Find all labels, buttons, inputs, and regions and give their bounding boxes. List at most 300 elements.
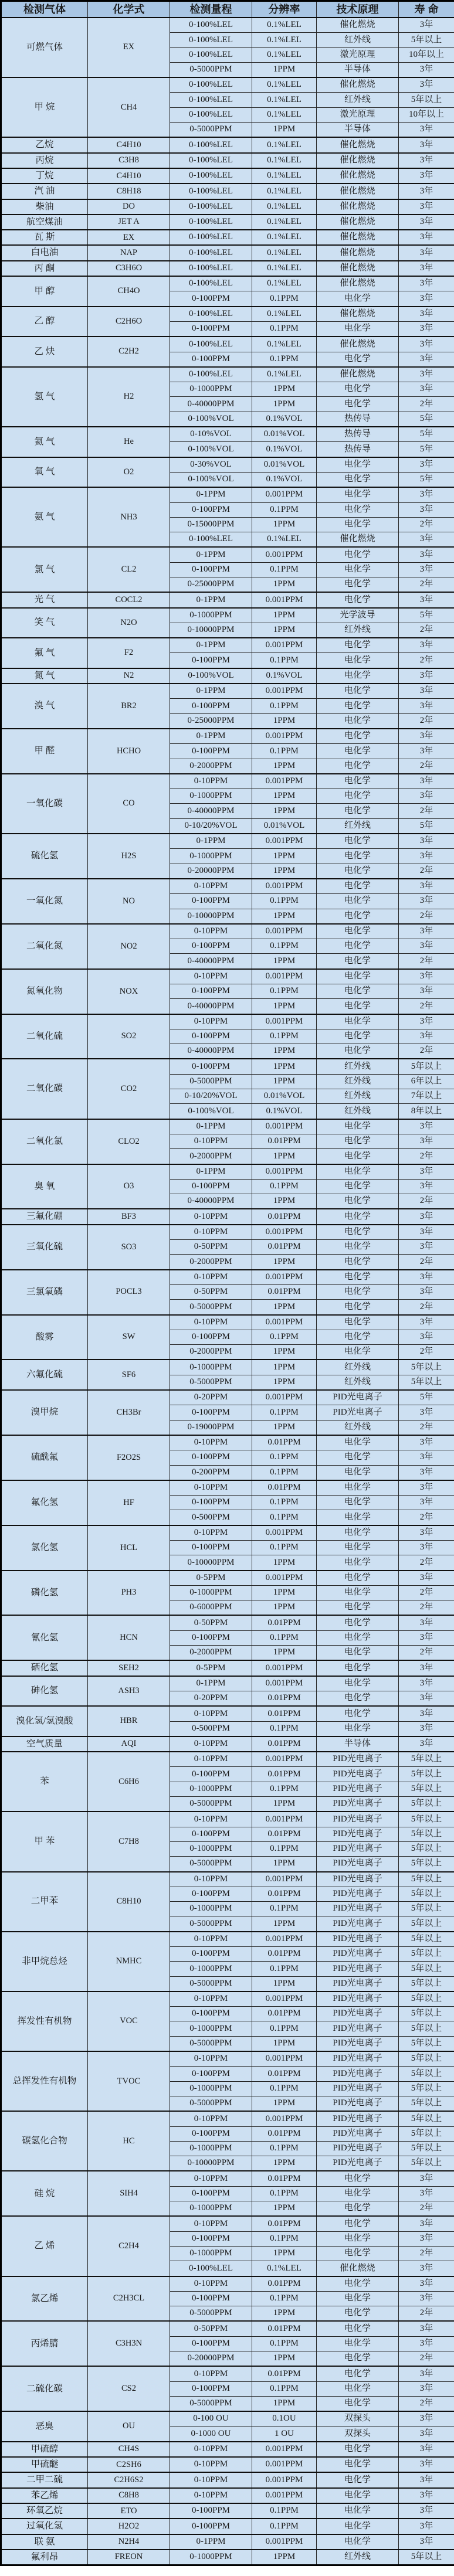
lifespan-cell: 3年	[399, 969, 454, 984]
table-row	[1, 1571, 454, 1586]
formula-cell: EX	[88, 18, 170, 77]
lifespan-cell: 3年	[399, 1691, 454, 1706]
principle-cell: 红外线	[317, 1104, 399, 1119]
formula-cell: O3	[88, 1164, 170, 1209]
table-row	[1, 834, 454, 849]
resolution-cell: 0.01PPM	[252, 1887, 317, 1901]
lifespan-cell: 3年	[399, 1721, 454, 1736]
lifespan-cell: 3年	[399, 2534, 454, 2550]
gas-name-cell: 氟 气	[1, 638, 88, 668]
resolution-cell: 0.1PPM	[252, 2381, 317, 2396]
lifespan-cell: 3年	[399, 352, 454, 367]
range-cell: 0-1000PPM	[170, 1360, 252, 1375]
lifespan-cell: 5年以上	[399, 1059, 454, 1074]
resolution-cell: 0.001PPM	[252, 1571, 317, 1586]
range-cell: 0-1000PPM	[170, 789, 252, 804]
principle-cell: PID光电离子	[317, 1797, 399, 1812]
range-cell: 0-10PPM	[170, 2276, 252, 2292]
formula-cell: H2O2	[88, 2519, 170, 2534]
lifespan-cell: 3年	[399, 307, 454, 322]
principle-cell: 电化学	[317, 1330, 399, 1344]
table-row	[1, 2488, 454, 2503]
lifespan-cell: 3年	[399, 1676, 454, 1691]
table-row	[1, 487, 454, 502]
principle-cell: 电化学	[317, 2351, 399, 2367]
gas-name-cell: 二甲苯	[1, 1872, 88, 1932]
range-cell: 0-1000PPM	[170, 1902, 252, 1916]
resolution-cell: 0.001PPM	[252, 2488, 317, 2503]
principle-cell: 电化学	[317, 487, 399, 502]
principle-cell: 电化学	[317, 954, 399, 969]
range-cell: 0-20000PPM	[170, 864, 252, 879]
table-row	[1, 337, 454, 352]
principle-cell: PID光电离子	[317, 1767, 399, 1782]
lifespan-cell: 3年	[399, 2503, 454, 2519]
principle-cell: 热传导	[317, 427, 399, 442]
lifespan-cell: 3年	[399, 2321, 454, 2336]
principle-cell: 电化学	[317, 382, 399, 397]
lifespan-cell: 10年以上	[399, 107, 454, 122]
principle-cell: 电化学	[317, 1660, 399, 1676]
principle-cell: 电化学	[317, 2306, 399, 2322]
range-cell: 0-100PPM	[170, 744, 252, 759]
lifespan-cell: 3年	[399, 2276, 454, 2292]
resolution-cell: 1PPM	[252, 2201, 317, 2217]
resolution-cell: 0.1PPM	[252, 352, 317, 367]
range-cell: 0-1000PPM	[170, 608, 252, 623]
column-header: 检测量程	[170, 1, 252, 18]
principle-cell: 半导体	[317, 62, 399, 77]
lifespan-cell: 5年以上	[399, 1916, 454, 1932]
lifespan-cell: 7年以上	[399, 1089, 454, 1104]
formula-cell: TVOC	[88, 2051, 170, 2111]
range-cell: 0-100PPM	[170, 2336, 252, 2351]
resolution-cell: 1PPM	[252, 1797, 317, 1812]
principle-cell: 电化学	[317, 924, 399, 939]
principle-cell: 电化学	[317, 352, 399, 367]
resolution-cell: 0.001PPM	[252, 879, 317, 894]
table-row	[1, 1119, 454, 1134]
lifespan-cell: 3年	[399, 487, 454, 502]
resolution-cell: 0.01PPM	[252, 2366, 317, 2381]
column-header: 化学式	[88, 1, 170, 18]
resolution-cell: 0.001PPM	[252, 1225, 317, 1240]
resolution-cell: 0.1PPM	[252, 2021, 317, 2036]
lifespan-cell: 5年以上	[399, 1782, 454, 1796]
range-cell: 0-5000PPM	[170, 62, 252, 77]
principle-cell: 电化学	[317, 1300, 399, 1315]
principle-cell: 电化学	[317, 668, 399, 684]
resolution-cell: 0.001PPM	[252, 2111, 317, 2126]
resolution-cell: 0.1PPM	[252, 1179, 317, 1194]
lifespan-cell: 2年	[399, 577, 454, 592]
resolution-cell: 0.001PPM	[252, 774, 317, 789]
principle-cell: PID光电离子	[317, 1976, 399, 1992]
range-cell: 0-100PPM	[170, 2291, 252, 2306]
range-cell: 0-1000PPM	[170, 2246, 252, 2261]
resolution-cell: 0.01PPM	[252, 1827, 317, 1841]
lifespan-cell: 6年以上	[399, 1074, 454, 1089]
range-cell: 0-10PPM	[170, 1752, 252, 1767]
lifespan-cell: 5年以上	[399, 2051, 454, 2067]
principle-cell: 电化学	[317, 1630, 399, 1645]
lifespan-cell: 3年	[399, 638, 454, 653]
principle-cell: 电化学	[317, 1014, 399, 1029]
range-cell: 0-40000PPM	[170, 804, 252, 818]
resolution-cell: 0.001PPM	[252, 638, 317, 653]
range-cell: 0-100PPM	[170, 291, 252, 307]
resolution-cell: 1PPM	[252, 1149, 317, 1164]
resolution-cell: 0.1%VOL	[252, 412, 317, 427]
lifespan-cell: 3年	[399, 153, 454, 168]
lifespan-cell: 3年	[399, 744, 454, 759]
lifespan-cell: 5年以上	[399, 2550, 454, 2565]
lifespan-cell: 3年	[399, 984, 454, 999]
formula-cell: HCN	[88, 1615, 170, 1660]
lifespan-cell: 3年	[399, 1615, 454, 1630]
lifespan-cell: 3年	[399, 924, 454, 939]
formula-cell: DO	[88, 199, 170, 215]
principle-cell: PID光电离子	[317, 1827, 399, 1841]
lifespan-cell: 3年	[399, 183, 454, 199]
range-cell: 0-20000PPM	[170, 2351, 252, 2367]
table-row	[1, 1752, 454, 1767]
range-cell: 0-5000PPM	[170, 2036, 252, 2051]
gas-name-cell: 臭 氧	[1, 1164, 88, 1209]
resolution-cell: 0.1%LEL	[252, 137, 317, 152]
lifespan-cell: 5年以上	[399, 93, 454, 107]
formula-cell: C4H10	[88, 137, 170, 152]
resolution-cell: 0.001PPM	[252, 2472, 317, 2487]
formula-cell: CO	[88, 774, 170, 834]
principle-cell: PID光电离子	[317, 1947, 399, 1962]
formula-cell: ETO	[88, 2503, 170, 2519]
resolution-cell: 0.001PPM	[252, 1315, 317, 1330]
principle-cell: 电化学	[317, 984, 399, 999]
principle-cell: PID光电离子	[317, 1752, 399, 1767]
lifespan-cell: 5年以上	[399, 2036, 454, 2051]
principle-cell: 电化学	[317, 999, 399, 1014]
lifespan-cell: 2年	[399, 804, 454, 818]
lifespan-cell: 3年	[399, 1450, 454, 1465]
resolution-cell: 1PPM	[252, 382, 317, 397]
range-cell: 0-20PPM	[170, 1691, 252, 1706]
range-cell: 0-100%LEL	[170, 215, 252, 230]
resolution-cell: 0.001PPM	[252, 1992, 317, 2007]
resolution-cell: 0.1PPM	[252, 984, 317, 999]
principle-cell: 电化学	[317, 759, 399, 774]
principle-cell: 催化燃烧	[317, 168, 399, 183]
lifespan-cell: 5年以上	[399, 1812, 454, 1827]
range-cell: 0-2000PPM	[170, 1646, 252, 1661]
resolution-cell: 1PPM	[252, 2396, 317, 2411]
lifespan-cell: 2年	[399, 1646, 454, 1661]
resolution-cell: 1PPM	[252, 789, 317, 804]
formula-cell: SIH4	[88, 2171, 170, 2216]
lifespan-cell: 2年	[399, 517, 454, 532]
resolution-cell: 0.1PPM	[252, 2141, 317, 2156]
range-cell: 0-100PPM	[170, 894, 252, 909]
column-header: 技术原理	[317, 1, 399, 18]
principle-cell: 电化学	[317, 849, 399, 864]
range-cell: 0-100PPM	[170, 1887, 252, 1901]
gas-name-cell: 乙 醇	[1, 307, 88, 337]
principle-cell: 热传导	[317, 442, 399, 457]
range-cell: 0-5000PPM	[170, 1976, 252, 1992]
formula-cell: C2H6S2	[88, 2472, 170, 2487]
lifespan-cell: 3年	[399, 137, 454, 152]
resolution-cell: 0.1%LEL	[252, 367, 317, 382]
range-cell: 0-10PPM	[170, 1435, 252, 1450]
lifespan-cell: 3年	[399, 1630, 454, 1645]
resolution-cell: 1PPM	[252, 1585, 317, 1600]
range-cell: 0-10PPM	[170, 969, 252, 984]
resolution-cell: 0.1%LEL	[252, 77, 317, 93]
resolution-cell: 0.1PPM	[252, 502, 317, 517]
lifespan-cell: 5年	[399, 608, 454, 623]
resolution-cell: 0.1%VOL	[252, 1104, 317, 1119]
formula-cell: ASH3	[88, 1676, 170, 1707]
gas-name-cell: 挥发性有机物	[1, 1992, 88, 2051]
lifespan-cell: 5年以上	[399, 1887, 454, 1901]
lifespan-cell: 3年	[399, 230, 454, 245]
resolution-cell: 0.1PPM	[252, 2231, 317, 2246]
range-cell: 0-100%LEL	[170, 168, 252, 183]
resolution-cell: 0.1%LEL	[252, 107, 317, 122]
principle-cell: 催化燃烧	[317, 137, 399, 152]
principle-cell: 电化学	[317, 1450, 399, 1465]
formula-cell: BR2	[88, 684, 170, 729]
range-cell: 0-100%LEL	[170, 337, 252, 352]
gas-name-cell: 氮氧化物	[1, 969, 88, 1014]
table-row	[1, 1660, 454, 1676]
table-row	[1, 367, 454, 382]
principle-cell: 电化学	[317, 2216, 399, 2231]
resolution-cell: 0.01PPM	[252, 1240, 317, 1255]
principle-cell: 电化学	[317, 894, 399, 909]
resolution-cell: 0.1%LEL	[252, 215, 317, 230]
resolution-cell: 0.1PPM	[252, 1630, 317, 1645]
principle-cell: PID光电离子	[317, 1390, 399, 1405]
resolution-cell: 1PPM	[252, 123, 317, 138]
resolution-cell: 1PPM	[252, 864, 317, 879]
range-cell: 0-10000PPM	[170, 2156, 252, 2171]
range-cell: 0-50PPM	[170, 1615, 252, 1630]
principle-cell: 双探头	[317, 2427, 399, 2442]
principle-cell: 电化学	[317, 2534, 399, 2550]
resolution-cell: 0.1%VOL	[252, 668, 317, 684]
resolution-cell: 0.001PPM	[252, 547, 317, 562]
resolution-cell: 0.01PPM	[252, 2321, 317, 2336]
table-row	[1, 2111, 454, 2126]
table-row	[1, 547, 454, 562]
lifespan-cell: 5年以上	[399, 1872, 454, 1887]
resolution-cell: 0.001PPM	[252, 1014, 317, 1029]
lifespan-cell: 3年	[399, 1706, 454, 1721]
table-row	[1, 1812, 454, 1827]
resolution-cell: 1PPM	[252, 517, 317, 532]
principle-cell: 电化学	[317, 1646, 399, 1661]
formula-cell: NAP	[88, 245, 170, 260]
table-row	[1, 1360, 454, 1375]
principle-cell: 电化学	[317, 2171, 399, 2186]
gas-name-cell: 甲 烷	[1, 77, 88, 137]
lifespan-cell: 3年	[399, 939, 454, 954]
resolution-cell: 0.1PPM	[252, 1450, 317, 1465]
gas-name-cell: 酸雾	[1, 1315, 88, 1360]
range-cell: 0-1PPM	[170, 1164, 252, 1180]
principle-cell: PID光电离子	[317, 1841, 399, 1856]
range-cell: 0-1PPM	[170, 638, 252, 653]
gas-name-cell: 甲硫醚	[1, 2457, 88, 2472]
lifespan-cell: 3年	[399, 1134, 454, 1148]
table-row	[1, 457, 454, 473]
principle-cell: 电化学	[317, 1255, 399, 1270]
table-row	[1, 592, 454, 607]
range-cell: 0-5000PPM	[170, 1916, 252, 1932]
principle-cell: PID光电离子	[317, 1902, 399, 1916]
range-cell: 0-200PPM	[170, 1465, 252, 1480]
resolution-cell: 0.1%LEL	[252, 276, 317, 291]
gas-name-cell: 二氧化碳	[1, 1059, 88, 1119]
range-cell: 0-10PPM	[170, 1932, 252, 1947]
lifespan-cell: 3年	[399, 1405, 454, 1420]
lifespan-cell: 3年	[399, 261, 454, 276]
range-cell: 0-10PPM	[170, 1872, 252, 1887]
lifespan-cell: 3年	[399, 2186, 454, 2201]
table-row	[1, 1014, 454, 1029]
range-cell: 0-100PPM	[170, 352, 252, 367]
principle-cell: 电化学	[317, 577, 399, 592]
range-cell: 0-100PPM	[170, 1827, 252, 1841]
range-cell: 0-1000PPM	[170, 1962, 252, 1976]
lifespan-cell: 3年	[399, 1270, 454, 1285]
gas-name-cell: 二硫化碳	[1, 2366, 88, 2411]
formula-cell: FREON	[88, 2550, 170, 2565]
table-row	[1, 1164, 454, 1180]
lifespan-cell: 2年	[399, 2246, 454, 2261]
table-row	[1, 774, 454, 789]
formula-cell: HCHO	[88, 729, 170, 774]
resolution-cell: 0.1%LEL	[252, 261, 317, 276]
formula-cell: HCL	[88, 1525, 170, 1571]
gas-name-cell: 二氧化硫	[1, 1014, 88, 1059]
range-cell: 0-100PPM	[170, 1947, 252, 1962]
resolution-cell: 0.1PPM	[252, 1465, 317, 1480]
lifespan-cell: 5年以上	[399, 1932, 454, 1947]
range-cell: 0-1PPM	[170, 2534, 252, 2550]
range-cell: 0-5000PPM	[170, 2396, 252, 2411]
principle-cell: 电化学	[317, 2366, 399, 2381]
range-cell: 0-100PPM	[170, 1330, 252, 1344]
formula-cell: C3H8	[88, 153, 170, 168]
gas-name-cell: 二氧化氯	[1, 1119, 88, 1164]
resolution-cell: 1PPM	[252, 397, 317, 412]
lifespan-cell: 2年	[399, 864, 454, 879]
resolution-cell: 1PPM	[252, 1194, 317, 1209]
lifespan-cell: 2年	[399, 1300, 454, 1315]
resolution-cell: 0.1PPM	[252, 2186, 317, 2201]
formula-cell: NOX	[88, 969, 170, 1014]
formula-cell: C2H3CL	[88, 2276, 170, 2322]
range-cell: 0-10PPM	[170, 2051, 252, 2067]
resolution-cell: 0.01PPM	[252, 2067, 317, 2081]
resolution-cell: 0.1%LEL	[252, 532, 317, 548]
lifespan-cell: 2年	[399, 999, 454, 1014]
lifespan-cell: 3年	[399, 849, 454, 864]
lifespan-cell: 3年	[399, 789, 454, 804]
resolution-cell: 0.01PPM	[252, 1615, 317, 1630]
resolution-cell: 1PPM	[252, 1916, 317, 1932]
lifespan-cell: 3年	[399, 2411, 454, 2427]
gas-name-cell: 甲 醇	[1, 276, 88, 307]
gas-name-cell: 甲 苯	[1, 1812, 88, 1871]
principle-cell: 红外线	[317, 623, 399, 638]
table-row	[1, 2503, 454, 2519]
resolution-cell: 0.001PPM	[252, 1390, 317, 1405]
resolution-cell: 1PPM	[252, 2096, 317, 2111]
table-row	[1, 1390, 454, 1405]
resolution-cell: 1PPM	[252, 804, 317, 818]
principle-cell: 电化学	[317, 1179, 399, 1194]
principle-cell: 电化学	[317, 1465, 399, 1480]
range-cell: 0-100%LEL	[170, 47, 252, 62]
lifespan-cell: 3年	[399, 834, 454, 849]
range-cell: 0-2000PPM	[170, 1255, 252, 1270]
resolution-cell: 1PPM	[252, 62, 317, 77]
principle-cell: PID光电离子	[317, 1782, 399, 1796]
range-cell: 0-1PPM	[170, 1676, 252, 1691]
formula-cell: CL2	[88, 547, 170, 592]
principle-cell: 催化燃烧	[317, 183, 399, 199]
principle-cell: 电化学	[317, 2276, 399, 2292]
range-cell: 0-25000PPM	[170, 577, 252, 592]
gas-name-cell: 氮 气	[1, 668, 88, 684]
principle-cell: PID光电离子	[317, 1857, 399, 1872]
table-row	[1, 1315, 454, 1330]
table-row	[1, 18, 454, 33]
range-cell: 0-100%VOL	[170, 472, 252, 487]
gas-name-cell: 笑 气	[1, 608, 88, 638]
resolution-cell: 0.01PPM	[252, 1284, 317, 1299]
gas-name-cell: 瓦 斯	[1, 230, 88, 245]
gas-name-cell: 过氧化氢	[1, 2519, 88, 2534]
formula-cell: HF	[88, 1480, 170, 1525]
table-row	[1, 1872, 454, 1887]
principle-cell: 电化学	[317, 2381, 399, 2396]
lifespan-cell: 3年	[399, 592, 454, 607]
table-row	[1, 2321, 454, 2336]
range-cell: 0-100PPM	[170, 502, 252, 517]
lifespan-cell: 2年	[399, 1255, 454, 1270]
principle-cell: 催化燃烧	[317, 199, 399, 215]
gas-name-cell: 氢 气	[1, 367, 88, 427]
principle-cell: 催化燃烧	[317, 367, 399, 382]
resolution-cell: 0.001PPM	[252, 2534, 317, 2550]
gas-name-cell: 硫化氢	[1, 834, 88, 879]
resolution-cell: 0.1PPM	[252, 653, 317, 668]
resolution-cell: 0.001PPM	[252, 592, 317, 607]
lifespan-cell: 3年	[399, 1435, 454, 1450]
lifespan-cell: 3年	[399, 532, 454, 548]
resolution-cell: 0.01PPM	[252, 1706, 317, 1721]
formula-cell: OU	[88, 2411, 170, 2442]
range-cell: 0-500PPM	[170, 1510, 252, 1525]
range-cell: 0-100%LEL	[170, 230, 252, 245]
gas-name-cell: 恶臭	[1, 2411, 88, 2442]
range-cell: 0-5000PPM	[170, 1857, 252, 1872]
gas-name-cell: 二甲二硫	[1, 2472, 88, 2487]
